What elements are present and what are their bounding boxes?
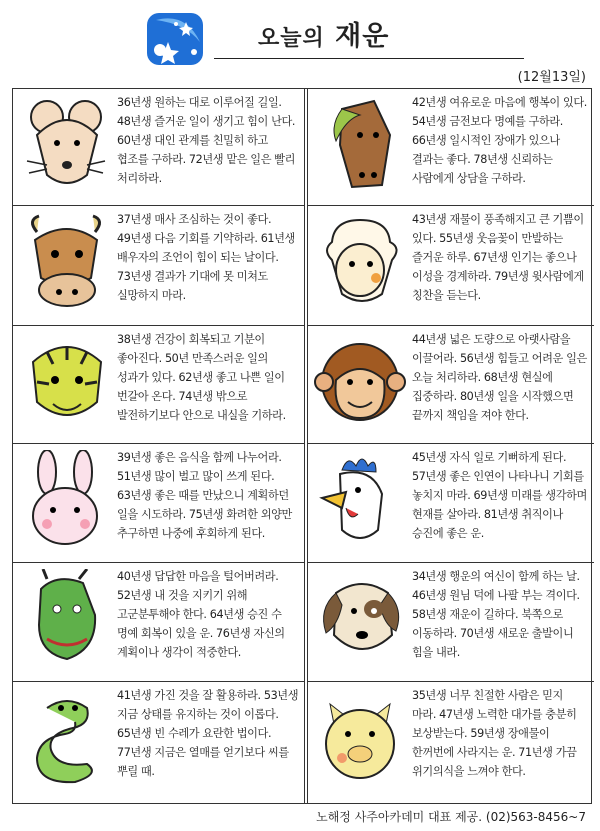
fortune-cell-rooster xyxy=(308,444,594,563)
fortune-cell-sheep xyxy=(308,206,594,326)
rat-icon xyxy=(17,95,115,195)
fortune-cell-monkey xyxy=(308,326,594,444)
fortune-grid xyxy=(12,88,592,804)
ox-icon xyxy=(17,212,115,312)
rabbit-icon xyxy=(17,450,115,550)
fortune-cell-dog xyxy=(308,563,594,682)
header xyxy=(0,0,600,85)
credit-line: 노해정 사주아카데미 대표 제공. (02)563-8456~7 xyxy=(316,810,586,824)
fortune-text: 44년생 넓은 도량으로 아랫사람을 이끌어라. 56년생 힘들고 어려운 일은 오늘 처리하라. 68년생 현실에 집중하라. 80년생 일을 시작했으면 끝까지 책임을 져야 한다. xyxy=(412,333,587,422)
rooster-icon xyxy=(312,450,410,550)
horse-icon xyxy=(312,95,410,195)
page-title: 오늘의 재운 xyxy=(258,21,390,52)
fortune-text: 36년생 원하는 대로 이루어질 길일. 48년생 즐거운 일이 생기고 힘이 난다. 60년생 대인 관계를 친밀히 하고 협조를 구하라. 72년생 맡은 일은 빨리 처리하라. xyxy=(117,96,296,185)
dog-icon xyxy=(312,569,410,669)
fortune-text: 45년생 자식 일로 기뻐하게 된다. 57년생 좋은 인연이 나타나니 기회를 놓치지 마라. 69년생 미래를 생각하며 현재를 살아라. 81년생 취직이나 승진에 좋은 운. xyxy=(412,451,587,540)
fortune-text: 39년생 좋은 음식을 함께 나누어라. 51년생 많이 벌고 많이 쓰게 된다. 63년생 좋은 때를 만났으니 계획하던 일을 시도하라. 75년생 화려한 외양만 추구하면 나중에 후회하게 된다. xyxy=(117,451,292,540)
fortune-text: 34년생 행운의 여신이 함께 하는 날. 46년생 원님 덕에 나팔 부는 격이다. 58년생 재운이 길하다. 북쪽으로 이동하라. 70년생 새로운 출발이니 힘을 내라. xyxy=(412,570,580,659)
fortune-text: 40년생 답답한 마음을 털어버려라. 52년생 내 것을 지키기 위해 고군분투해야 한다. 64년생 승진 수 명예 회복이 있을 운. 76년생 자신의 계획이나 생각이 적중한다. xyxy=(117,570,285,659)
fortune-text: 37년생 매사 조심하는 것이 좋다. 49년생 다음 기회를 기약하라. 61년생 배우자의 조언이 힘이 되는 날이다. 73년생 결과가 기대에 못 미쳐도 실망하지 마라. xyxy=(117,213,295,302)
fortune-text: 38년생 건강이 회복되고 기분이 좋아진다. 50년 만족스러운 일의 성과가 있다. 62년생 좋고 나쁜 일이 번갈아 온다. 74년생 밖으로 발전하기보다 안으로 내실을 기하라. xyxy=(117,333,286,422)
left-column xyxy=(13,89,305,803)
fortune-cell-horse xyxy=(308,89,594,206)
right-column xyxy=(307,89,594,803)
pig-icon xyxy=(312,688,410,788)
fortune-text: 42년생 여유로운 마음에 행복이 있다. 54년생 금전보다 명예를 구하라. 66년생 일시적인 장애가 있으나 결과는 좋다. 78년생 신뢰하는 사람에게 상담을 구하라. xyxy=(412,96,587,185)
fortune-text: 41년생 가진 것을 잘 활용하라. 53년생 지금 상태를 유지하는 것이 이롭다. 65년생 빈 수레가 요란한 법이다. 77년생 지금은 열매를 얻기보다 씨를 뿌릴 때. xyxy=(117,689,299,778)
star-logo-icon xyxy=(146,12,204,66)
fortune-text: 43년생 재물이 풍족해지고 큰 기쁨이 있다. 55년생 웃음꽃이 만발하는 즐거운 하루. 67년생 인기는 좋으나 이성을 경계하라. 79년생 윗사람에게 칭찬을 듣는다. xyxy=(412,213,584,302)
fortune-cell-dragon xyxy=(13,563,304,682)
fortune-cell-snake xyxy=(13,682,304,805)
date-label: (12월13일) xyxy=(517,70,586,85)
monkey-icon xyxy=(312,332,410,432)
snake-icon xyxy=(17,688,115,788)
sheep-icon xyxy=(312,212,410,312)
fortune-cell-rabbit xyxy=(13,444,304,563)
fortune-cell-rat xyxy=(13,89,304,206)
fortune-text: 35년생 너무 친절한 사람은 믿지 마라. 47년생 노력한 대가를 충분히 보상받는다. 59년생 장애물이 한꺼번에 사라지는 운. 71년생 가끔 위기의식을 느껴야 한다. xyxy=(412,689,577,778)
fortune-cell-tiger xyxy=(13,326,304,444)
dragon-icon xyxy=(17,569,115,669)
tiger-icon xyxy=(17,332,115,432)
fortune-cell-pig xyxy=(308,682,594,805)
title-underline xyxy=(214,58,524,59)
fortune-cell-ox xyxy=(13,206,304,326)
